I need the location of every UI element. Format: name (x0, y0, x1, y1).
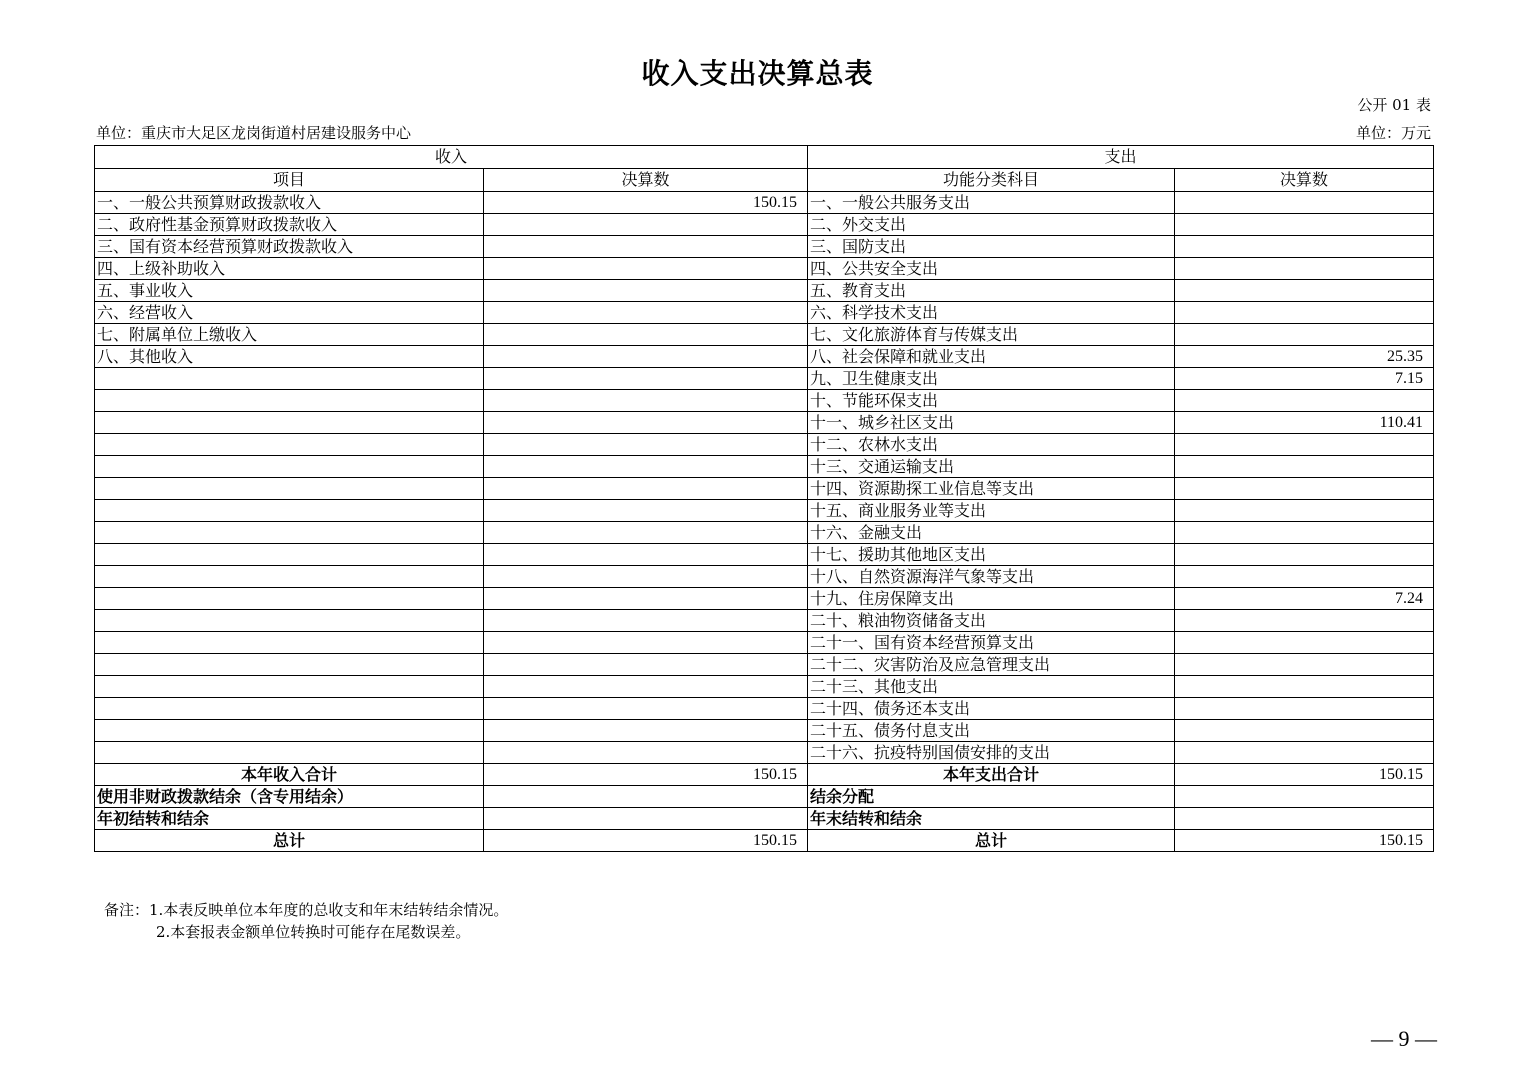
expense-item-cell: 三、国防支出 (808, 236, 1175, 258)
table-row (95, 478, 1434, 500)
income-amount-cell (484, 368, 808, 390)
expense-item-cell: 十、节能环保支出 (808, 390, 1175, 412)
col-header-item: 项目 (95, 169, 484, 192)
expense-amount-cell (1175, 500, 1434, 522)
income-amount-cell (484, 214, 808, 236)
expense-item-cell: 十六、金融支出 (808, 522, 1175, 544)
table-row (95, 676, 1434, 698)
expense-amount-cell (1175, 632, 1434, 654)
expense-amount-cell: 7.24 (1175, 588, 1434, 610)
col-header-func-item: 功能分类科目 (808, 169, 1175, 192)
expense-item-cell: 一、一般公共服务支出 (808, 192, 1175, 214)
expense-amount-cell (1175, 720, 1434, 742)
expense-item-cell: 二、外交支出 (808, 214, 1175, 236)
table-row (95, 456, 1434, 478)
income-amount-cell (484, 258, 808, 280)
income-item-cell (95, 698, 484, 720)
expense-amount-cell (1175, 324, 1434, 346)
income-amount-cell (484, 390, 808, 412)
expense-amount-cell: 110.41 (1175, 412, 1434, 434)
expense-item-cell: 十九、住房保障支出 (808, 588, 1175, 610)
income-item-cell (95, 654, 484, 676)
expense-amount-cell (1175, 808, 1434, 830)
expense-item-cell: 十二、农林水支出 (808, 434, 1175, 456)
table-row (95, 214, 1434, 236)
table-row (95, 192, 1434, 214)
expense-item-cell: 二十、粮油物资储备支出 (808, 610, 1175, 632)
income-amount-cell (484, 324, 808, 346)
page-number: — 9 — (1371, 1026, 1437, 1051)
expense-amount-cell: 150.15 (1175, 830, 1434, 852)
expense-item-cell: 二十四、债务还本支出 (808, 698, 1175, 720)
income-amount-cell (484, 566, 808, 588)
expense-item-cell: 二十三、其他支出 (808, 676, 1175, 698)
expense-item-cell: 本年支出合计 (808, 764, 1175, 786)
expense-item-cell: 二十二、灾害防治及应急管理支出 (808, 654, 1175, 676)
expense-item-cell: 十三、交通运输支出 (808, 456, 1175, 478)
income-item-cell: 二、政府性基金预算财政拨款收入 (95, 214, 484, 236)
income-amount-cell (484, 280, 808, 302)
expense-amount-cell (1175, 280, 1434, 302)
income-item-cell: 使用非财政拨款结余（含专用结余） (95, 786, 484, 808)
income-section-header: 收入 (95, 146, 808, 169)
income-amount-cell (484, 808, 808, 830)
expense-item-cell: 二十六、抗疫特别国债安排的支出 (808, 742, 1175, 764)
income-amount-cell (484, 302, 808, 324)
income-amount-cell (484, 632, 808, 654)
income-item-cell: 总计 (95, 830, 484, 852)
expense-amount-cell (1175, 390, 1434, 412)
table-row (95, 434, 1434, 456)
subtotal-row (95, 764, 1434, 786)
total-row (95, 830, 1434, 852)
table-row (95, 324, 1434, 346)
expense-amount-cell (1175, 522, 1434, 544)
table-row (95, 588, 1434, 610)
income-item-cell (95, 412, 484, 434)
table-row (95, 368, 1434, 390)
table-row (95, 720, 1434, 742)
expense-item-cell: 八、社会保障和就业支出 (808, 346, 1175, 368)
expense-item-cell: 十五、商业服务业等支出 (808, 500, 1175, 522)
expense-amount-cell (1175, 742, 1434, 764)
table-row (95, 346, 1434, 368)
income-amount-cell: 150.15 (484, 764, 808, 786)
unit-currency: 单位：万元 (1355, 124, 1431, 142)
income-item-cell (95, 742, 484, 764)
expense-item-cell: 五、教育支出 (808, 280, 1175, 302)
income-item-cell (95, 588, 484, 610)
expense-amount-cell: 25.35 (1175, 346, 1434, 368)
expense-amount-cell (1175, 566, 1434, 588)
income-amount-cell (484, 346, 808, 368)
expense-item-cell: 结余分配 (808, 786, 1175, 808)
income-item-cell (95, 434, 484, 456)
note-1: 备注：1.本表反映单位本年度的总收支和年末结转结余情况。 (104, 901, 509, 919)
income-amount-cell (484, 456, 808, 478)
form-number: 公开 01 表 (1357, 96, 1431, 114)
expense-amount-cell (1175, 236, 1434, 258)
income-item-cell: 一、一般公共预算财政拨款收入 (95, 192, 484, 214)
income-item-cell (95, 632, 484, 654)
expense-amount-cell (1175, 698, 1434, 720)
table-row (95, 500, 1434, 522)
table-row (95, 544, 1434, 566)
income-item-cell (95, 478, 484, 500)
income-item-cell: 五、事业收入 (95, 280, 484, 302)
income-item-cell (95, 544, 484, 566)
income-item-cell (95, 720, 484, 742)
expense-amount-cell (1175, 192, 1434, 214)
income-item-cell: 六、经营收入 (95, 302, 484, 324)
table-row (95, 566, 1434, 588)
table-row (95, 412, 1434, 434)
table-row (95, 610, 1434, 632)
income-amount-cell (484, 434, 808, 456)
income-amount-cell (484, 500, 808, 522)
expense-item-cell: 十七、援助其他地区支出 (808, 544, 1175, 566)
income-amount-cell (484, 676, 808, 698)
expense-amount-cell: 150.15 (1175, 764, 1434, 786)
expense-item-cell: 四、公共安全支出 (808, 258, 1175, 280)
table-row (95, 632, 1434, 654)
income-amount-cell (484, 522, 808, 544)
expense-amount-cell (1175, 258, 1434, 280)
table-row (95, 280, 1434, 302)
unit-organization: 单位：重庆市大足区龙岗街道村居建设服务中心 (96, 124, 412, 142)
income-amount-cell (484, 786, 808, 808)
income-item-cell: 四、上级补助收入 (95, 258, 484, 280)
expense-item-cell: 二十五、债务付息支出 (808, 720, 1175, 742)
expense-amount-cell (1175, 544, 1434, 566)
table-row (95, 258, 1434, 280)
income-amount-cell (484, 478, 808, 500)
income-amount-cell (484, 610, 808, 632)
expense-section-header: 支出 (808, 146, 1434, 169)
income-amount-cell (484, 698, 808, 720)
income-item-cell: 八、其他收入 (95, 346, 484, 368)
table-row (95, 236, 1434, 258)
expense-item-cell: 六、科学技术支出 (808, 302, 1175, 324)
expense-amount-cell (1175, 654, 1434, 676)
income-amount-cell (484, 654, 808, 676)
expense-item-cell: 九、卫生健康支出 (808, 368, 1175, 390)
expense-item-cell: 二十一、国有资本经营预算支出 (808, 632, 1175, 654)
income-item-cell: 年初结转和结余 (95, 808, 484, 830)
income-amount-cell (484, 720, 808, 742)
income-amount-cell (484, 588, 808, 610)
income-item-cell (95, 566, 484, 588)
balance-row (95, 786, 1434, 808)
expense-amount-cell (1175, 610, 1434, 632)
expense-item-cell: 十一、城乡社区支出 (808, 412, 1175, 434)
budget-summary-table (94, 145, 1434, 852)
page-title: 收入支出决算总表 (641, 57, 874, 90)
expense-amount-cell (1175, 456, 1434, 478)
expense-item-cell: 十四、资源勘探工业信息等支出 (808, 478, 1175, 500)
table-row (95, 742, 1434, 764)
col-header-amount: 决算数 (484, 169, 808, 192)
table-row (95, 698, 1434, 720)
expense-item-cell: 年末结转和结余 (808, 808, 1175, 830)
expense-amount-cell (1175, 786, 1434, 808)
income-item-cell (95, 676, 484, 698)
income-item-cell (95, 456, 484, 478)
column-header-row (95, 169, 1434, 192)
table-row (95, 522, 1434, 544)
balance-row (95, 808, 1434, 830)
col-header-amount-2: 决算数 (1175, 169, 1434, 192)
income-amount-cell: 150.15 (484, 830, 808, 852)
income-item-cell (95, 522, 484, 544)
table-row (95, 654, 1434, 676)
table-row (95, 390, 1434, 412)
income-item-cell (95, 368, 484, 390)
expense-amount-cell (1175, 214, 1434, 236)
income-item-cell (95, 500, 484, 522)
notes (104, 899, 508, 943)
income-amount-cell (484, 412, 808, 434)
section-header-row (95, 146, 1434, 169)
expense-amount-cell (1175, 676, 1434, 698)
income-amount-cell (484, 742, 808, 764)
note-2: 2.本套报表金额单位转换时可能存在尾数误差。 (156, 923, 471, 941)
income-item-cell (95, 610, 484, 632)
income-item-cell (95, 390, 484, 412)
income-item-cell: 三、国有资本经营预算财政拨款收入 (95, 236, 484, 258)
table-row (95, 302, 1434, 324)
expense-amount-cell (1175, 434, 1434, 456)
income-amount-cell: 150.15 (484, 192, 808, 214)
expense-item-cell: 总计 (808, 830, 1175, 852)
income-amount-cell (484, 544, 808, 566)
income-item-cell: 本年收入合计 (95, 764, 484, 786)
expense-amount-cell (1175, 478, 1434, 500)
expense-amount-cell: 7.15 (1175, 368, 1434, 390)
expense-item-cell: 十八、自然资源海洋气象等支出 (808, 566, 1175, 588)
expense-item-cell: 七、文化旅游体育与传媒支出 (808, 324, 1175, 346)
income-item-cell: 七、附属单位上缴收入 (95, 324, 484, 346)
expense-amount-cell (1175, 302, 1434, 324)
income-amount-cell (484, 236, 808, 258)
